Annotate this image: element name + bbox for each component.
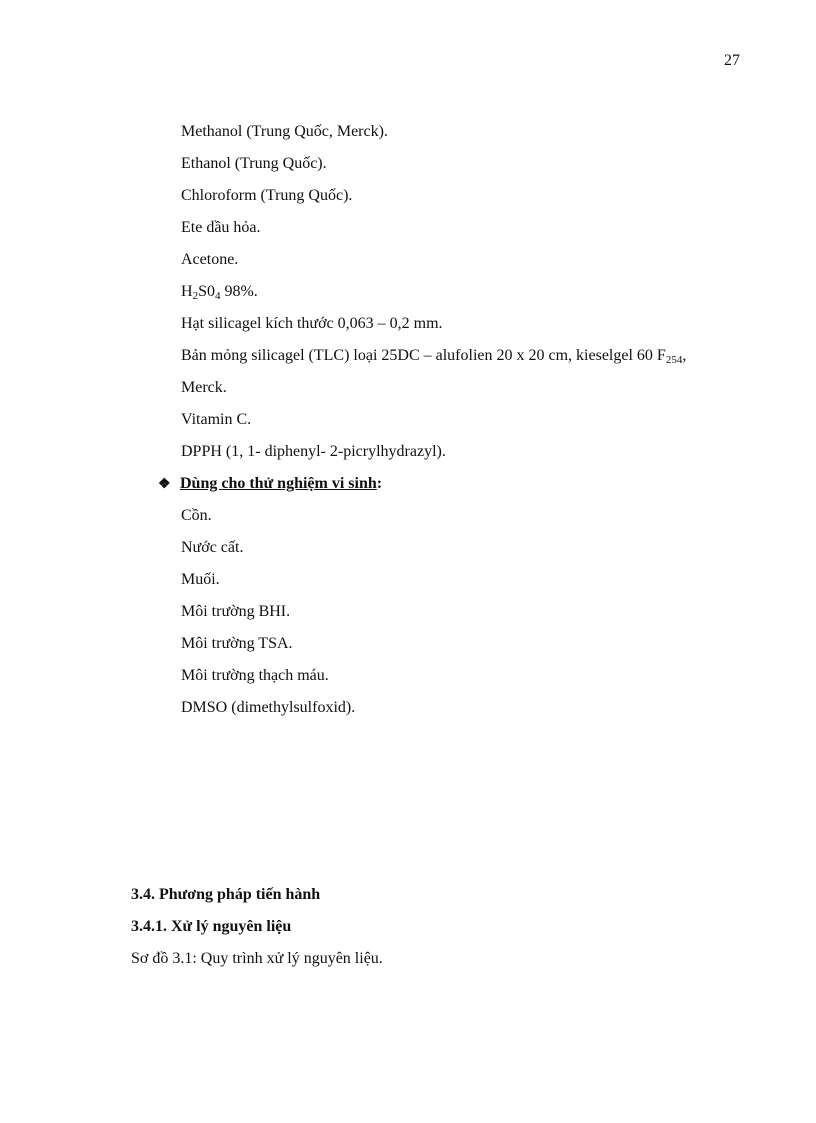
tlc-main: Bản mỏng silicagel (TLC) loại 25DC – alufolien 20 x 20 cm, kieselgel 60 F	[181, 347, 666, 364]
h2so4-part-b: S0	[198, 283, 215, 300]
micro-section-title: Dùng cho thử nghiệm vi sinh	[180, 475, 377, 492]
material-tlc	[181, 346, 686, 366]
section-heading-3-4-1: 3.4.1. Xử lý nguyên liệu	[131, 918, 292, 935]
micro-item: Cồn.	[181, 507, 212, 524]
micro-item: Môi trường thạch máu.	[181, 667, 329, 684]
diagram-caption: Sơ đồ 3.1: Quy trình xử lý nguyên liệu.	[131, 950, 383, 967]
micro-item: Môi trường TSA.	[181, 635, 293, 652]
material-dpph: DPPH (1, 1- diphenyl- 2-picrylhydrazyl).	[181, 443, 446, 460]
micro-item: Môi trường BHI.	[181, 603, 291, 620]
material-methanol: Methanol (Trung Quốc, Merck).	[181, 123, 388, 140]
h2so4-part-c: 98%.	[220, 283, 258, 300]
section-heading-3-4: 3.4. Phương pháp tiến hành	[131, 886, 321, 903]
micro-item: Muối.	[181, 571, 220, 588]
micro-section-colon: :	[376, 475, 383, 492]
diamond-bullet-icon: ❖	[158, 477, 171, 492]
material-vitamin-c: Vitamin C.	[181, 411, 252, 428]
h2so4-sub-2: 4	[214, 290, 221, 302]
material-tlc-cont: Merck.	[181, 379, 227, 396]
h2so4-part-a: H	[181, 283, 193, 300]
material-chloroform: Chloroform (Trung Quốc).	[181, 187, 353, 204]
page-number: 27	[724, 52, 740, 69]
material-ethanol: Ethanol (Trung Quốc).	[181, 155, 327, 172]
material-h2so4	[181, 282, 258, 302]
micro-item: Nước cất.	[181, 539, 244, 556]
material-ete: Ete dầu hỏa.	[181, 219, 261, 236]
material-acetone: Acetone.	[181, 251, 239, 268]
micro-item: DMSO (dimethylsulfoxid).	[181, 699, 356, 716]
tlc-sub: 254	[665, 354, 683, 366]
micro-section-heading	[158, 474, 382, 495]
material-silica-gel: Hạt silicagel kích thước 0,063 – 0,2 mm.	[181, 315, 443, 332]
h2so4-sub-1: 2	[192, 290, 199, 302]
tlc-tail: ,	[682, 347, 687, 364]
